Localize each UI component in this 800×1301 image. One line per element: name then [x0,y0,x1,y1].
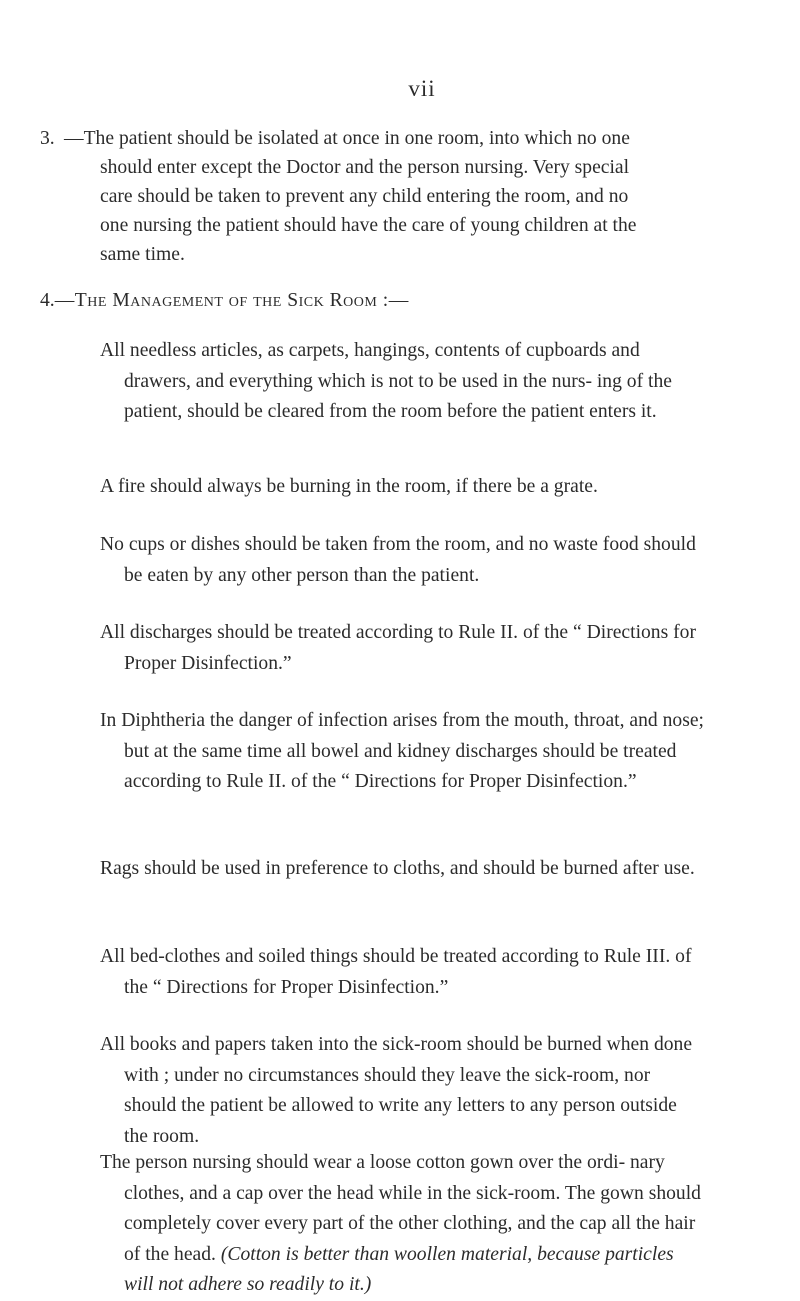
paragraph-4: All discharges should be treated according to Rule II. of the “ Directions for Proper Disinfection.” [100,622,696,674]
section-4-heading: —The Management of the Sick Room :— [54,290,409,311]
paragraph-9-text: The person nursing should wear a loose cotton gown over the ordi- nary clothes, and a cap over the head while in the sick-room. The gown should completely cover every part of the other clothing, and the cap all the hair of the head. [100,1152,701,1265]
paragraph-2: A fire should always be burning in the room, if there be a grate. [100,476,598,497]
paragraph-9-italic-note: (Cotton is better than woollen material, because particles will not adhere so readily to it.) [124,1243,674,1295]
page-number: vii [408,76,436,101]
section-3-body [40,124,730,269]
section-4-number: 4. [40,290,55,311]
section-3-num: 3. [40,128,55,149]
paragraph-3: No cups or dishes should be taken from the room, and no waste food should be eaten by any other person than the patient. [100,534,696,586]
paragraph-6: Rags should be used in preference to cloths, and should be burned after use. [100,858,695,879]
section-4-heading-row [40,286,409,315]
paragraph-8: All books and papers taken into the sick-room should be burned when done with ; under no circumstances should they leave the sick-room, nor should the patient be allowed to write any letters to any person outside the room. [100,1034,693,1147]
paragraph-1: All needless articles, as carpets, hangings, contents of cupboards and drawers, and everything which is not to be used in the nurs- ing of the patient, should be cleared from the room before the patient enters it. [100,340,672,422]
paragraph-9 [100,1148,705,1301]
paragraph-5: In Diphtheria the danger of infection arises from the mouth, throat, and nose; but at the same time all bowel and kidney discharges should be treated according to Rule II. of the “ Directions for Proper Disinfection.” [100,710,704,792]
section-3-paragraph: —The patient should be isolated at once in one room, into which no one should enter except the Doctor and the person nursing. Very special care should be taken to prevent any child entering the room, and no one nursing the patient should have the care of young children at the same time. [64,128,637,265]
section-3-number-label [40,124,100,153]
paragraph-7: All bed-clothes and soiled things should be treated according to Rule III. of the “ Directions for Proper Disinfection.” [100,946,692,998]
